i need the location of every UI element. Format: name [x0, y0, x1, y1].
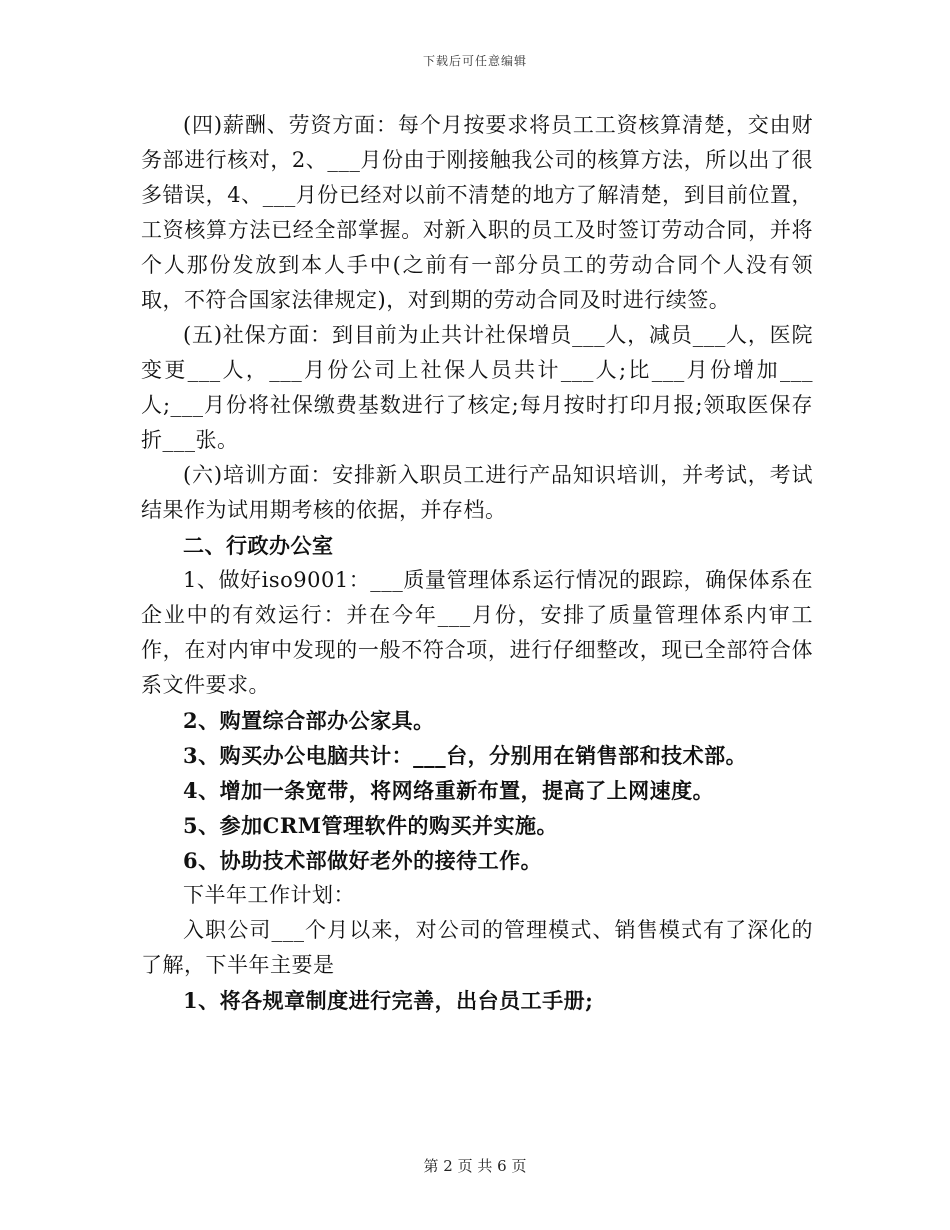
list-item-furniture: 2、购置综合部办公家具。	[183, 708, 435, 733]
paragraph-iso9001: 1、做好iso9001：___质量管理体系运行情况的跟踪，确保体系在企业中的有效运行：并在今年___月份，安排了质量管理体系内审工作，在对内审中发现的一般不符合项，进行仔细整改，现已全部符合体系文件要求。	[141, 568, 813, 697]
list-item-reception: 6、协助技术部做好老外的接待工作。	[183, 848, 543, 873]
page-header: 下载后可任意编辑	[422, 54, 527, 68]
section-heading-admin-office: 二、行政办公室	[183, 533, 334, 558]
list-item-computers: 3、购买办公电脑共计：___台，分别用在销售部和技术部。	[183, 743, 748, 768]
page-number-footer: 第 2 页 共 6 页	[423, 1157, 527, 1175]
paragraph-social-security: (五)社保方面：到目前为止共计社保增员___人，减员___人，医院变更___人，___月份公司上社保人员共计___人;比___月份增加___人;___月份将社保缴费基数进行了核定;每月按时打印月报;领取医保存折___张。	[141, 323, 813, 452]
list-item-broadband: 4、增加一条宽带，将网络重新布置，提高了上网速度。	[183, 778, 715, 803]
paragraph-plan-intro: 入职公司___个月以来，对公司的管理模式、销售模式有了深化的了解，下半年主要是	[141, 918, 813, 977]
paragraph-training: (六)培训方面：安排新入职员工进行产品知识培训，并考试，考试结果作为试用期考核的依据，并存档。	[141, 463, 813, 522]
document-body	[141, 108, 813, 1018]
list-item-plan-rules: 1、将各规章制度进行完善，出台员工手册;	[183, 988, 594, 1013]
list-item-crm: 5、参加CRM管理软件的购买并实施。	[183, 813, 559, 838]
section-heading-second-half-plan: 下半年工作计划：	[183, 883, 355, 907]
paragraph-salary: (四)薪酬、劳资方面：每个月按要求将员工工资核算清楚，交由财务部进行核对，2、___月份由于刚接触我公司的核算方法，所以出了很多错误，4、___月份已经对以前不清楚的地方了解清楚，到目前位置，工资核算方法已经全部掌握。对新入职的员工及时签订劳动合同，并将个人那份发放到本人手中(之前有一部分员工的劳动合同个人没有领取，不符合国家法律规定)，对到期的劳动合同及时进行续签。	[141, 113, 813, 312]
